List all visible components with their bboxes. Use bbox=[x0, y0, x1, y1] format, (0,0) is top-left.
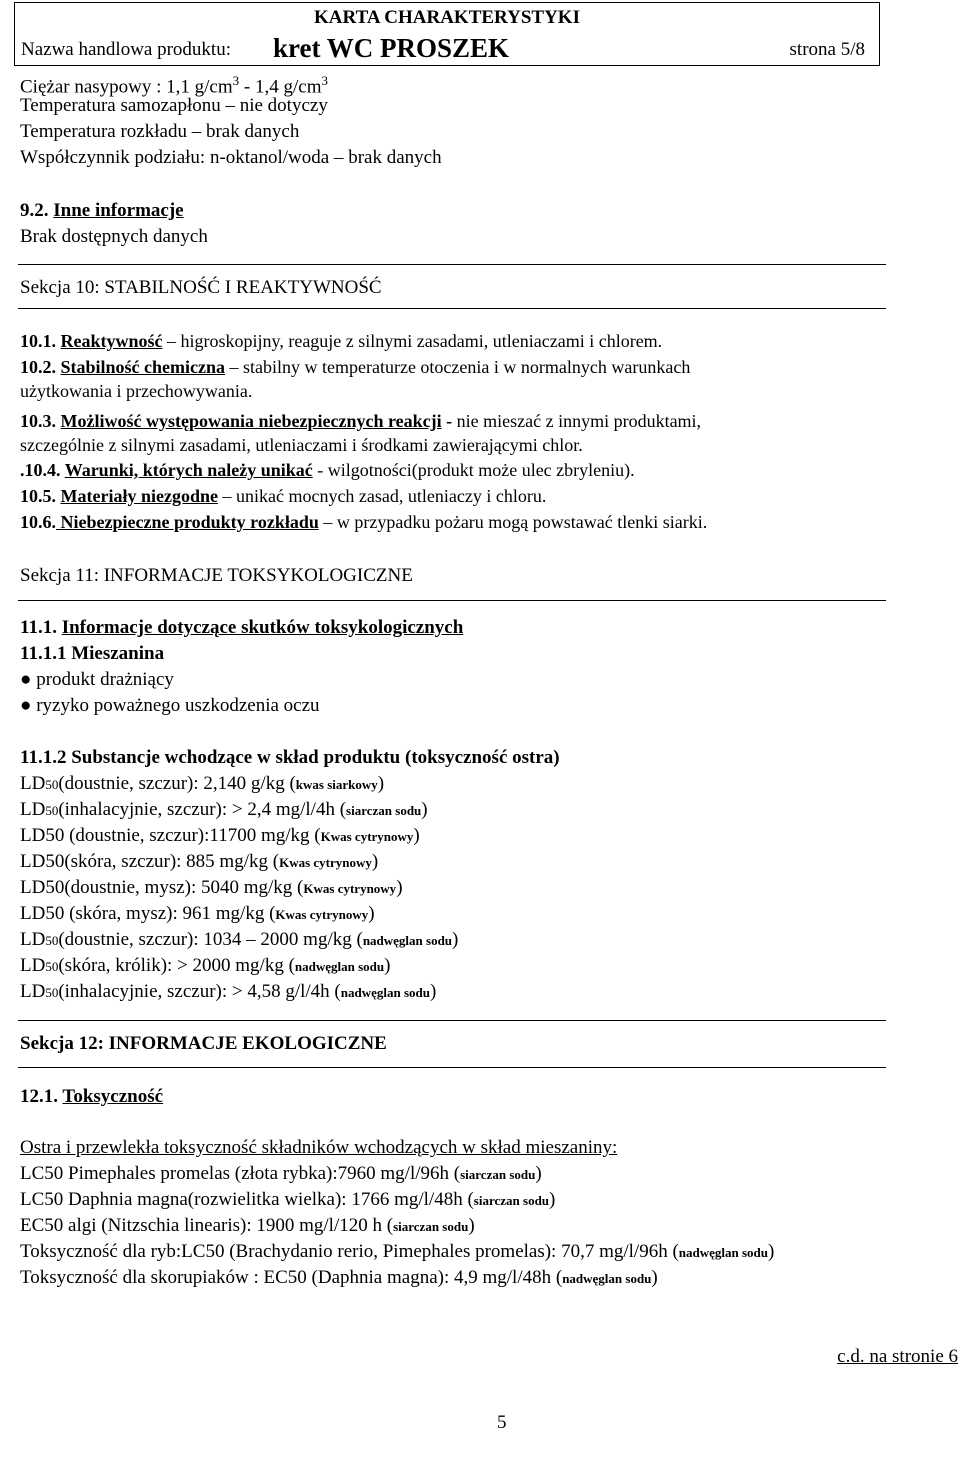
autoignition-line: Temperatura samozapłonu – nie dotyczy bbox=[20, 95, 328, 116]
product-name: kret WC PROSZEK bbox=[273, 33, 510, 63]
item-10-6: 10.6. Niebezpieczne produkty rozkładu – w przypadku pożaru mogą powstawać tlenki siarki. bbox=[20, 512, 708, 532]
section-9-2-text: Brak dostępnych danych bbox=[20, 226, 208, 247]
ld-row: LD50(skóra, szczur): 885 mg/kg (Kwas cytrynowy) bbox=[20, 851, 379, 872]
ld-row: LD50(skóra, królik): > 2000 mg/kg (nadwęglan sodu) bbox=[20, 955, 391, 976]
page-indicator: strona 5/8 bbox=[789, 39, 865, 60]
item-10-2: 10.2. Stabilność chemiczna – stabilny w temperaturze otoczenia i w normalnych warunkach bbox=[20, 357, 691, 377]
ecotox-subtitle: Ostra i przewlekła toksyczność składników wchodzących w skład mieszaniny: bbox=[20, 1137, 618, 1158]
item-10-1: 10.1. Reaktywność – higroskopijny, reaguje z silnymi zasadami, utleniaczami i chlorem. bbox=[20, 331, 663, 351]
continued-link[interactable]: c.d. na stronie 6 bbox=[837, 1346, 958, 1367]
section-11-title: Sekcja 11: INFORMACJE TOKSYKOLOGICZNE bbox=[20, 565, 413, 586]
item-11-1: 11.1. Informacje dotyczące skutków toksykologicznych bbox=[20, 617, 464, 638]
document-header bbox=[14, 2, 880, 66]
item-11-1-2: 11.1.2 Substancje wchodzące w skład produktu (toksyczność ostra) bbox=[20, 747, 560, 768]
divider bbox=[18, 264, 886, 265]
divider bbox=[18, 600, 886, 601]
bullet-eye-damage: ● ryzyko poważnego uszkodzenia oczu bbox=[20, 695, 320, 716]
item-11-1-1: 11.1.1 Mieszanina bbox=[20, 643, 165, 664]
item-10-3: 10.3. Możliwość występowania niebezpiecznych reakcji - nie mieszać z innymi produktami, bbox=[20, 411, 702, 431]
document-title: KARTA CHARAKTERYSTYKI bbox=[314, 7, 580, 28]
item-10-2-cont: użytkowania i przechowywania. bbox=[20, 381, 253, 401]
page-number: 5 bbox=[497, 1412, 507, 1433]
ld-row: LD50 (skóra, mysz): 961 mg/kg (Kwas cytrynowy) bbox=[20, 903, 375, 924]
density-line: Ciężar nasypowy : 1,1 $g/cm^3 - 1,4$ $g/cm^3$ bbox=[20, 73, 328, 98]
decomposition-line: Temperatura rozkładu – brak danych bbox=[20, 121, 300, 142]
item-10-5: 10.5. Materiały niezgodne – unikać mocnych zasad, utleniaczy i chloru. bbox=[20, 486, 547, 506]
item-10-4: .10.4. Warunki, których należy unikać - wilgotności(produkt może ulec zbryleniu). bbox=[20, 460, 635, 480]
ld-row: LD50(doustnie, mysz): 5040 mg/kg (Kwas cytrynowy) bbox=[20, 877, 403, 898]
item-12-1: 12.1. Toksyczność bbox=[20, 1086, 164, 1107]
ecotox-row: Toksyczność dla ryb:LC50 (Brachydanio rerio, Pimephales promelas): 70,7 mg/l/96h (nadwęglan sodu) bbox=[20, 1241, 775, 1262]
item-10-3-cont: szczególnie z silnymi zasadami, utleniaczami i środkami zawierającymi chlor. bbox=[20, 435, 583, 455]
ld-row: LD50(doustnie, szczur): 2,140 g/kg (kwas siarkowy) bbox=[20, 773, 385, 794]
trade-name-label: Nazwa handlowa produktu: bbox=[21, 39, 231, 60]
divider bbox=[18, 1020, 886, 1021]
ld-row: LD50(doustnie, szczur): 1034 – 2000 mg/kg (nadwęglan sodu) bbox=[20, 929, 459, 950]
ecotox-row: LC50 Pimephales promelas (złota rybka):7960 mg/l/96h (siarczan sodu) bbox=[20, 1163, 542, 1184]
divider bbox=[18, 308, 886, 309]
ecotox-row: EC50 algi (Nitzschia linearis): 1900 mg/l/120 h (siarczan sodu) bbox=[20, 1215, 475, 1236]
ld-row: LD50 (doustnie, szczur):11700 mg/kg (Kwas cytrynowy) bbox=[20, 825, 420, 846]
divider bbox=[18, 1067, 886, 1068]
ecotox-row: Toksyczność dla skorupiaków : EC50 (Daphnia magna): 4,9 mg/l/48h (nadwęglan sodu) bbox=[20, 1267, 658, 1288]
section-10-title: Sekcja 10: STABILNOŚĆ I REAKTYWNOŚĆ bbox=[20, 277, 382, 298]
ld-row: LD50(inhalacyjnie, szczur): > 2,4 mg/l/4h (siarczan sodu) bbox=[20, 799, 428, 820]
section-12-title: Sekcja 12: INFORMACJE EKOLOGICZNE bbox=[20, 1033, 387, 1054]
ld-row: LD50(inhalacyjnie, szczur): > 4,58 g/l/4h (nadwęglan sodu) bbox=[20, 981, 437, 1002]
section-9-2-heading: 9.2. Inne informacje bbox=[20, 200, 184, 221]
ecotox-row: LC50 Daphnia magna(rozwielitka wielka): 1766 mg/l/48h (siarczan sodu) bbox=[20, 1189, 556, 1210]
bullet-irritant: ● produkt drażniący bbox=[20, 669, 174, 690]
partition-line: Współczynnik podziału: n-oktanol/woda – brak danych bbox=[20, 147, 442, 168]
